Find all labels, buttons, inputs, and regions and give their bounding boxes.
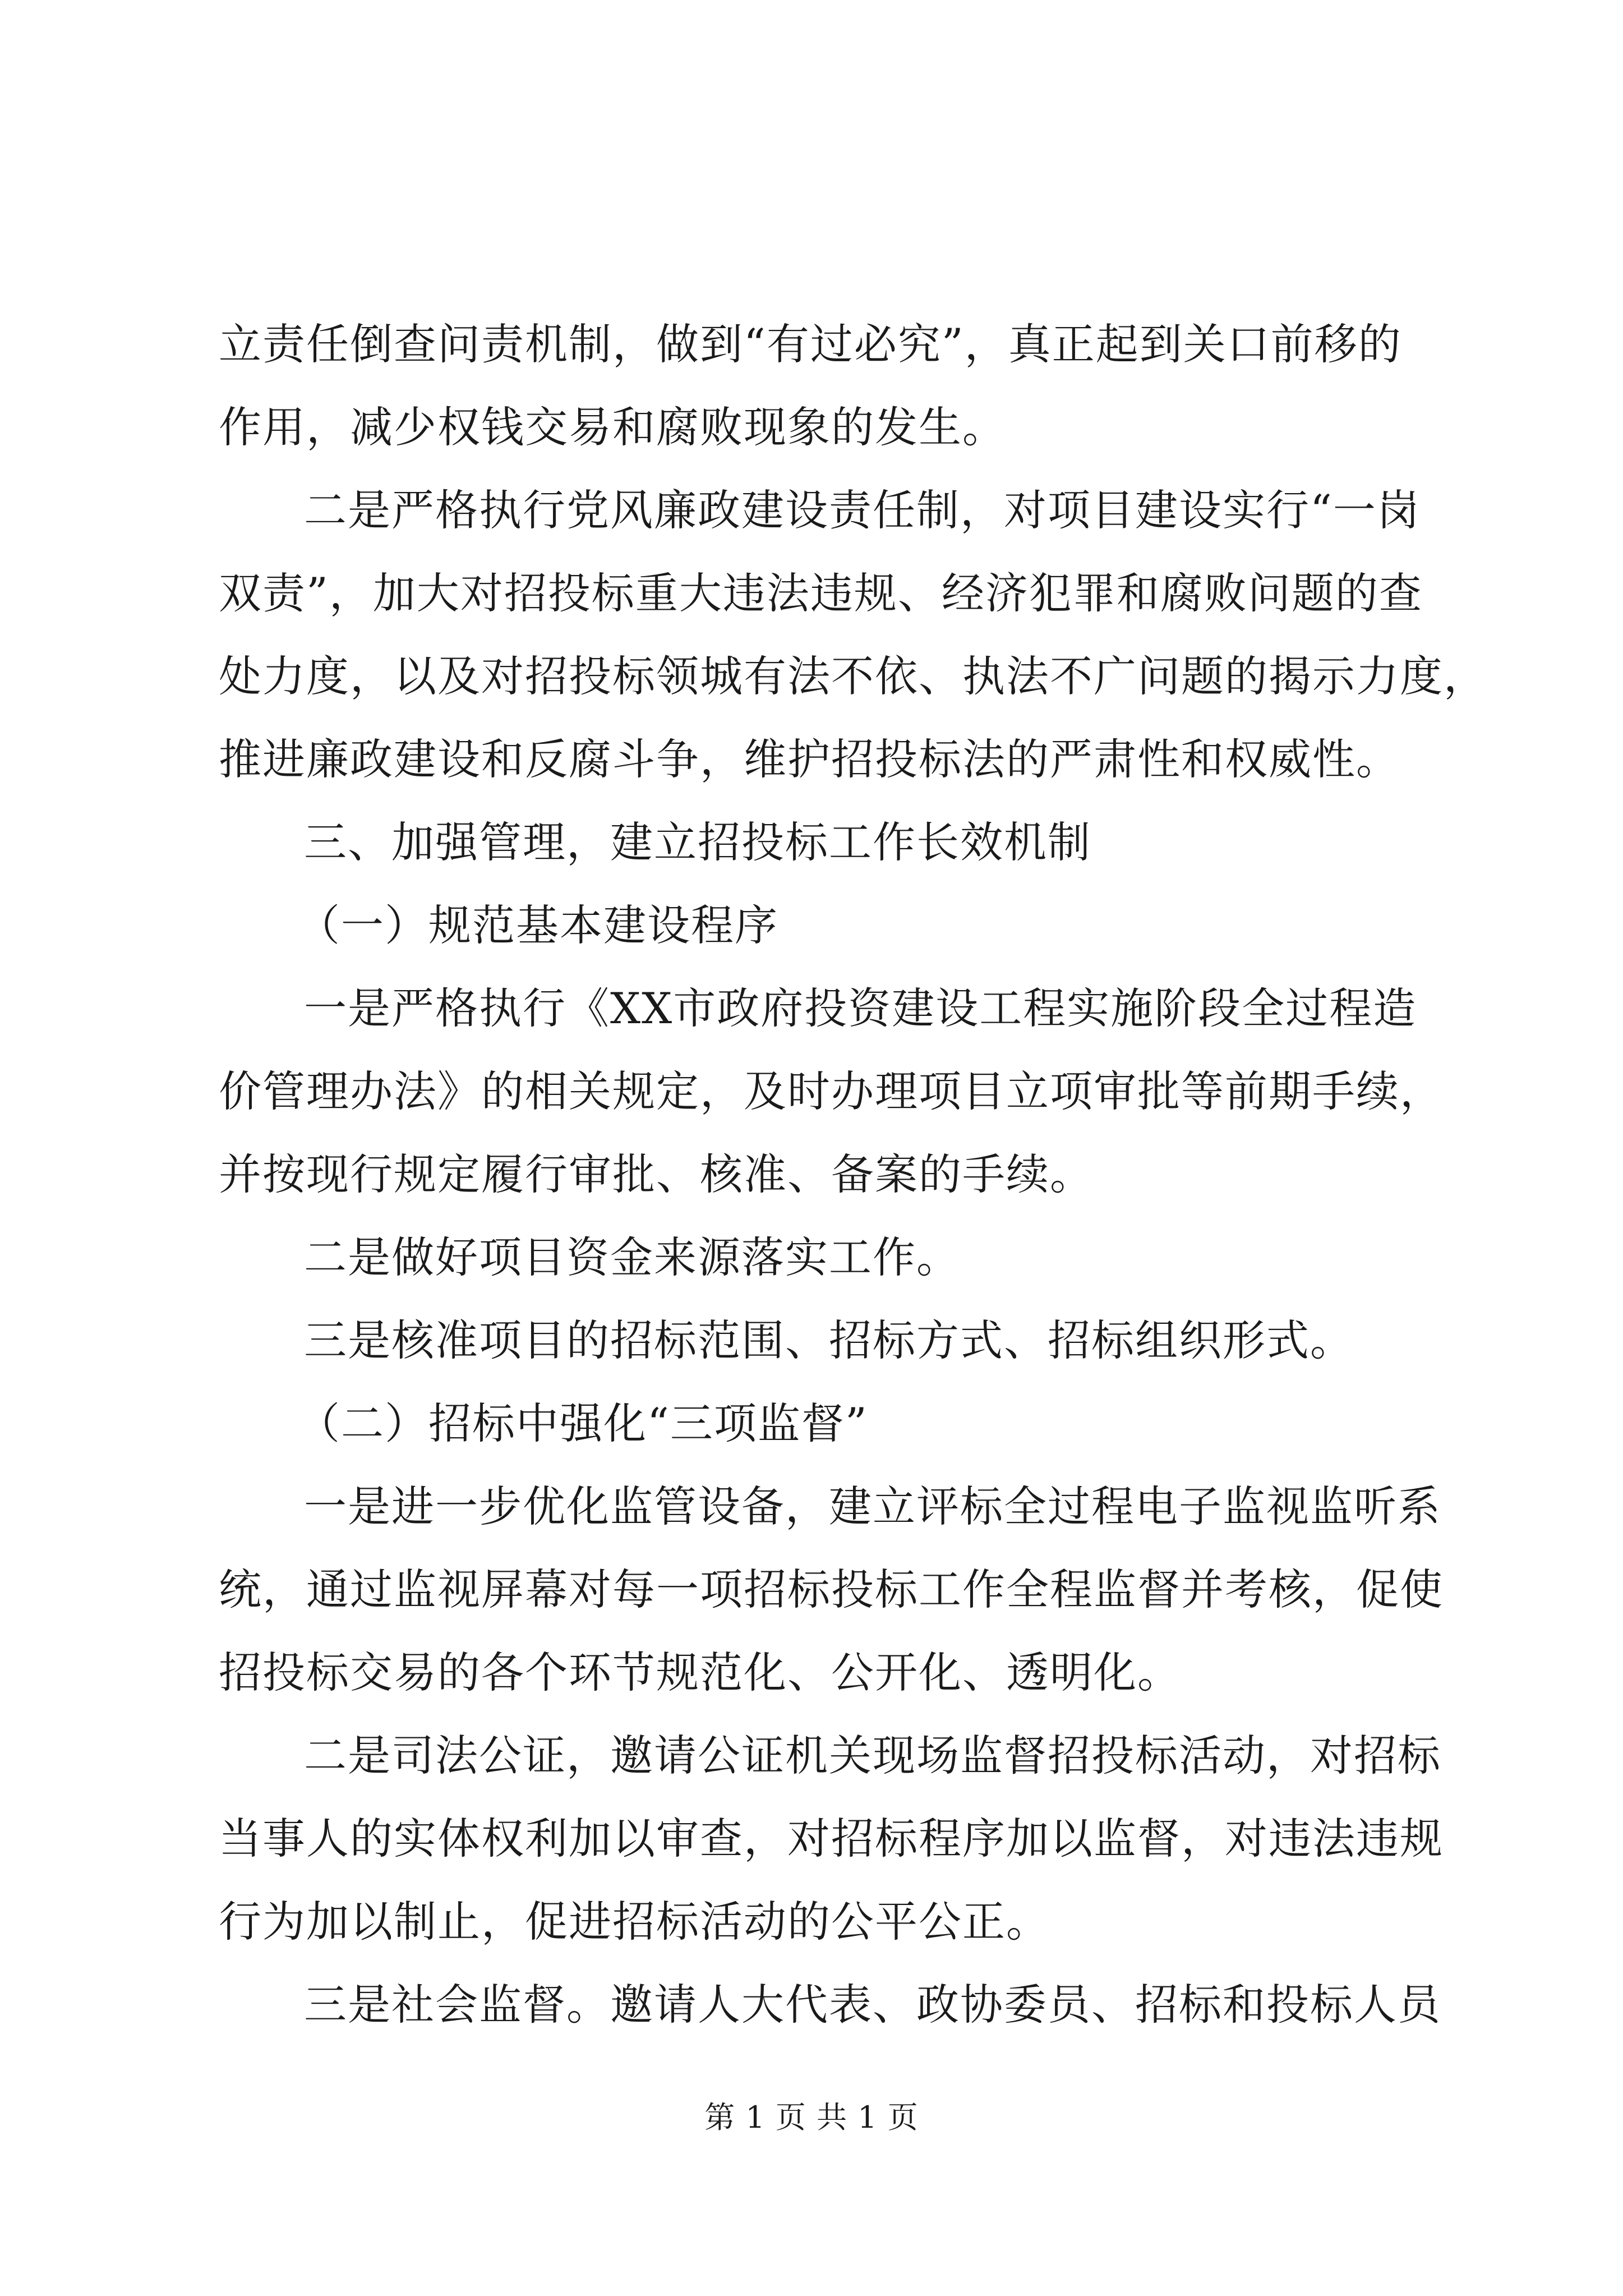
text-line: 行为加以制止，促进招标活动的公平公正。	[219, 1897, 1050, 1947]
text-line: 立责任倒查问责机制，做到“有过必究”，真正起到关口前移的	[219, 319, 1402, 369]
text-line: 一是进一步优化监管设备，建立评标全过程电子监视监听系	[304, 1481, 1441, 1531]
text-line: 价管理办法》的相关规定，及时办理项目立项审批等前期手续，	[219, 1066, 1444, 1116]
text-line: 双责”，加大对招投标重大违法违规、经济犯罪和腐败问题的查	[219, 568, 1423, 618]
text-line: 二是严格执行党风廉政建设责任制，对项目建设实行“一岗	[304, 485, 1421, 535]
text-line: 三、加强管理，建立招投标工作长效机制	[304, 817, 1091, 867]
text-line: （二）招标中强化“三项监督”	[297, 1398, 868, 1448]
text-line: 二是司法公证，邀请公证机关现场监督招投标活动，对招标	[304, 1731, 1441, 1780]
document-body	[219, 303, 1487, 2046]
page-footer: 第 1 页 共 1 页	[704, 2100, 919, 2135]
text-line: 当事人的实体权利加以审查，对招标程序加以监督，对违法违规	[219, 1814, 1444, 1864]
text-line: 一是严格执行《XX市政府投资建设工程实施阶段全过程造	[304, 983, 1417, 1033]
text-line: 三是社会监督。邀请人大代表、政协委员、招标和投标人员	[304, 1980, 1441, 2030]
text-line: 二是做好项目资金来源落实工作。	[304, 1232, 960, 1282]
text-line: 处力度，以及对招投标领城有法不依、执法不广问题的揭示力度，	[219, 651, 1487, 701]
text-line: 招投标交易的各个环节规范化、公开化、透明化。	[219, 1648, 1181, 1697]
text-line: 统，通过监视屏幕对每一项招标投标工作全程监督并考核，促使	[219, 1565, 1444, 1614]
text-line: 作用，减少权钱交易和腐败现象的发生。	[219, 402, 1006, 452]
text-line: （一）规范基本建设程序	[297, 900, 778, 950]
text-line: 并按现行规定履行审批、核准、备案的手续。	[219, 1149, 1094, 1199]
text-line: 推进廉政建设和反腐斗争，维护招投标法的严肃性和权威性。	[219, 734, 1400, 784]
text-line: 三是核准项目的招标范围、招标方式、招标组织形式。	[304, 1315, 1354, 1365]
